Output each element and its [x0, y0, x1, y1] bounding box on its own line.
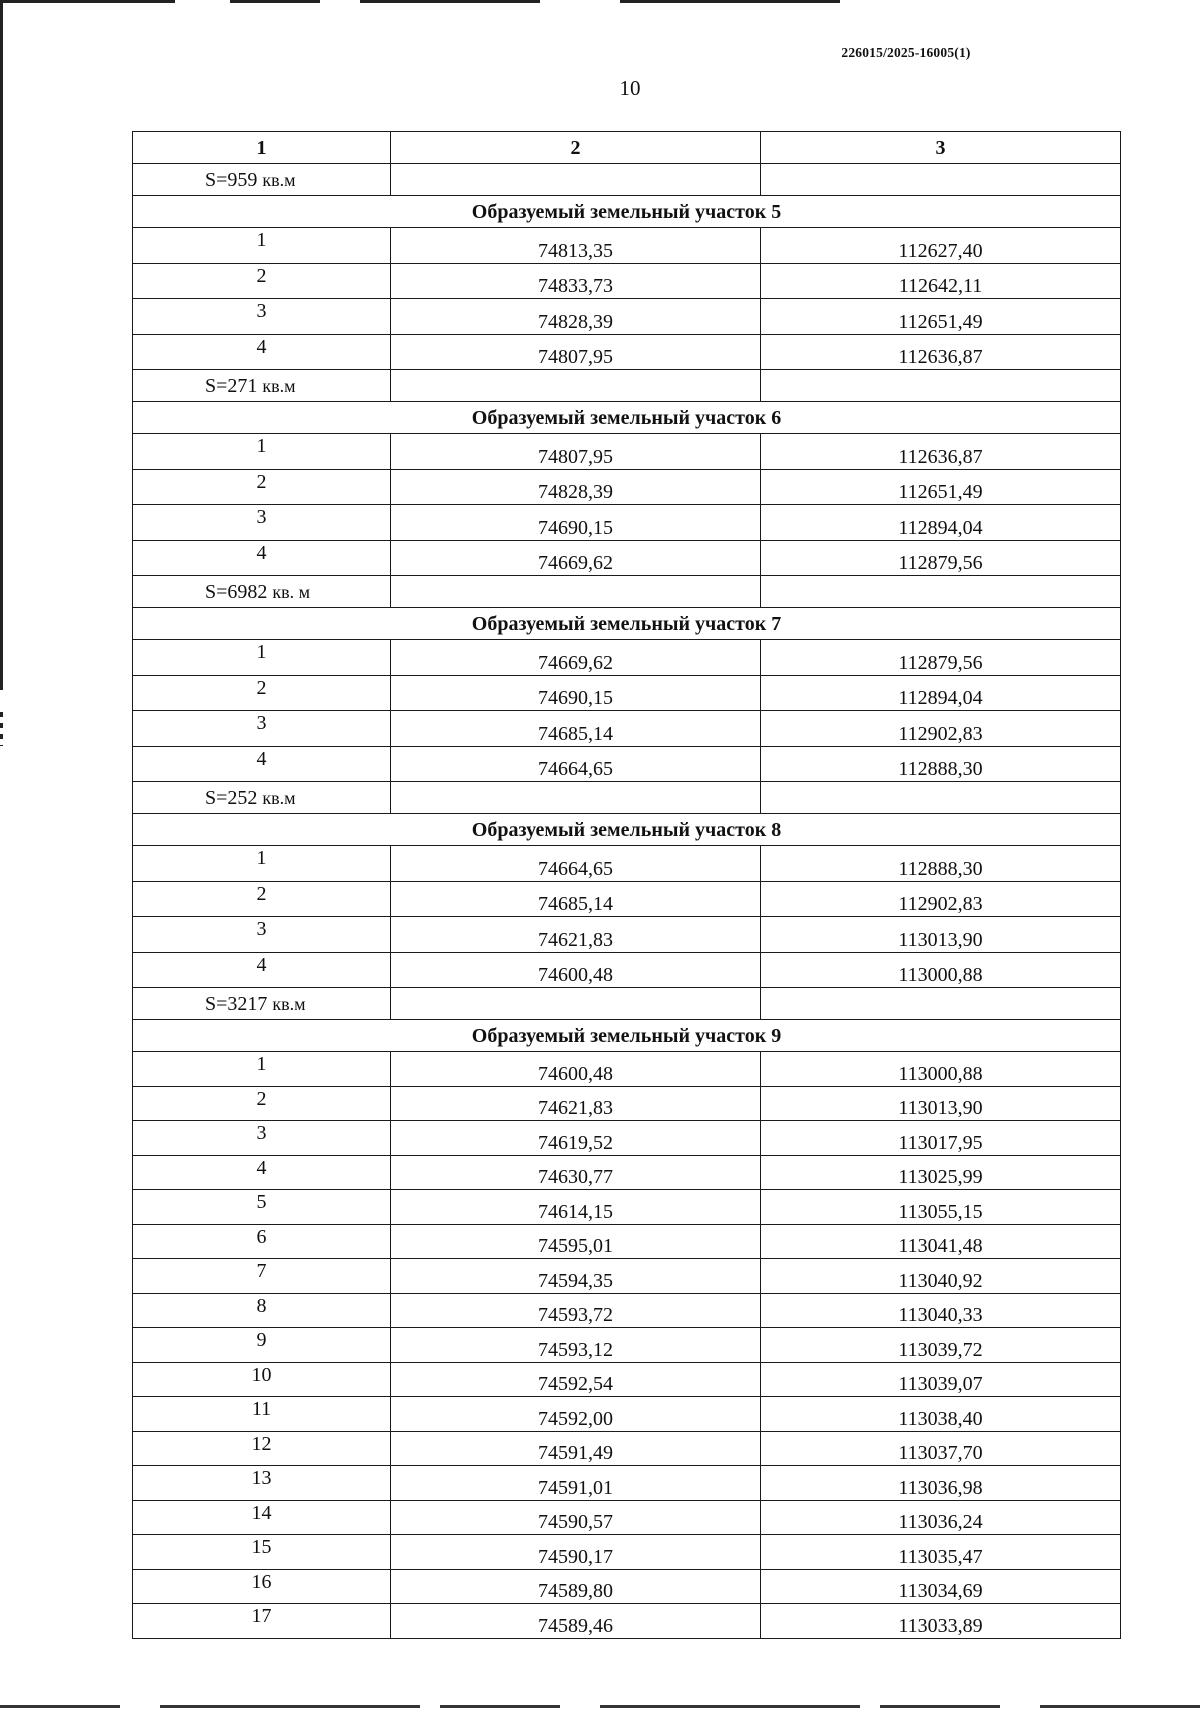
area-cell [133, 782, 391, 814]
point-number: 4 [133, 952, 391, 988]
point-number: 3 [133, 299, 391, 335]
empty-cell [391, 782, 761, 814]
empty-cell [391, 576, 761, 608]
section-header-row [133, 608, 1121, 640]
x-coordinate: 74807,95 [391, 334, 761, 370]
x-coordinate: 74619,52 [391, 1121, 761, 1156]
area-value: S=3217 [205, 992, 268, 1015]
point-number: 14 [133, 1500, 391, 1535]
x-coordinate: 74690,15 [391, 675, 761, 711]
area-row [133, 988, 1121, 1020]
table-row [133, 469, 1121, 505]
x-coordinate: 74669,62 [391, 540, 761, 576]
y-coordinate: 113039,07 [761, 1362, 1121, 1397]
table-row [133, 1569, 1121, 1604]
x-coordinate: 74590,17 [391, 1535, 761, 1570]
point-number: 11 [133, 1397, 391, 1432]
point-number: 2 [133, 881, 391, 917]
table-row [133, 1500, 1121, 1535]
table-row [133, 1121, 1121, 1156]
point-number: 1 [133, 228, 391, 264]
x-coordinate: 74664,65 [391, 746, 761, 782]
y-coordinate: 113055,15 [761, 1190, 1121, 1225]
x-coordinate: 74590,57 [391, 1500, 761, 1535]
point-number: 8 [133, 1293, 391, 1328]
x-coordinate: 74592,54 [391, 1362, 761, 1397]
x-coordinate: 74828,39 [391, 469, 761, 505]
point-number: 1 [133, 1052, 391, 1087]
y-coordinate: 112651,49 [761, 469, 1121, 505]
y-coordinate: 112894,04 [761, 675, 1121, 711]
table-row [133, 1086, 1121, 1121]
x-coordinate: 74685,14 [391, 711, 761, 747]
scan-edge-marks [0, 712, 3, 746]
y-coordinate: 113025,99 [761, 1155, 1121, 1190]
x-coordinate: 74591,49 [391, 1431, 761, 1466]
area-unit: кв.м [262, 787, 296, 808]
y-coordinate: 113013,90 [761, 1086, 1121, 1121]
section-title: Образуемый земельный участок 6 [133, 402, 1121, 434]
scan-edge-bottom [0, 1705, 1200, 1708]
point-number: 16 [133, 1569, 391, 1604]
section-header-row [133, 814, 1121, 846]
y-coordinate: 112642,11 [761, 263, 1121, 299]
empty-cell [391, 988, 761, 1020]
section-title: Образуемый земельный участок 7 [133, 608, 1121, 640]
x-coordinate: 74589,80 [391, 1569, 761, 1604]
x-coordinate: 74630,77 [391, 1155, 761, 1190]
table-row [133, 1328, 1121, 1363]
y-coordinate: 112636,87 [761, 434, 1121, 470]
area-cell [133, 988, 391, 1020]
empty-cell [761, 988, 1121, 1020]
column-header: 1 [133, 132, 391, 164]
y-coordinate: 113039,72 [761, 1328, 1121, 1363]
x-coordinate: 74664,65 [391, 846, 761, 882]
y-coordinate: 112879,56 [761, 640, 1121, 676]
table-row [133, 1431, 1121, 1466]
y-coordinate: 113041,48 [761, 1224, 1121, 1259]
table-row [133, 640, 1121, 676]
y-coordinate: 112879,56 [761, 540, 1121, 576]
x-coordinate: 74807,95 [391, 434, 761, 470]
area-value: S=252 [205, 786, 258, 809]
point-number: 4 [133, 540, 391, 576]
table-row [133, 540, 1121, 576]
area-cell [133, 370, 391, 402]
table-row [133, 1466, 1121, 1501]
table-row [133, 1362, 1121, 1397]
table-row [133, 846, 1121, 882]
point-number: 7 [133, 1259, 391, 1294]
y-coordinate: 112651,49 [761, 299, 1121, 335]
y-coordinate: 113034,69 [761, 1569, 1121, 1604]
y-coordinate: 113036,98 [761, 1466, 1121, 1501]
point-number: 3 [133, 505, 391, 541]
table-row [133, 1535, 1121, 1570]
table-row [133, 434, 1121, 470]
page-number: 10 [619, 76, 641, 100]
y-coordinate: 113013,90 [761, 917, 1121, 953]
point-number: 4 [133, 334, 391, 370]
table-row [133, 1190, 1121, 1225]
area-unit: кв. м [272, 581, 311, 602]
point-number: 1 [133, 640, 391, 676]
area-unit: кв.м [262, 375, 296, 396]
empty-cell [761, 576, 1121, 608]
x-coordinate: 74600,48 [391, 1052, 761, 1087]
x-coordinate: 74614,15 [391, 1190, 761, 1225]
section-header-row [133, 196, 1121, 228]
empty-cell [761, 164, 1121, 196]
y-coordinate: 112627,40 [761, 228, 1121, 264]
table-row [133, 711, 1121, 747]
area-value: S=271 [205, 374, 258, 397]
y-coordinate: 113000,88 [761, 952, 1121, 988]
table-row [133, 263, 1121, 299]
point-number: 4 [133, 1155, 391, 1190]
y-coordinate: 113038,40 [761, 1397, 1121, 1432]
section-title: Образуемый земельный участок 8 [133, 814, 1121, 846]
column-header: 2 [391, 132, 761, 164]
y-coordinate: 112894,04 [761, 505, 1121, 541]
x-coordinate: 74589,46 [391, 1604, 761, 1639]
point-number: 12 [133, 1431, 391, 1466]
area-value: S=959 [205, 168, 258, 191]
x-coordinate: 74828,39 [391, 299, 761, 335]
table-row [133, 299, 1121, 335]
point-number: 1 [133, 846, 391, 882]
y-coordinate: 112902,83 [761, 711, 1121, 747]
table-row [133, 952, 1121, 988]
y-coordinate: 113036,24 [761, 1500, 1121, 1535]
y-coordinate: 113000,88 [761, 1052, 1121, 1087]
table-row [133, 1604, 1121, 1639]
y-coordinate: 113037,70 [761, 1431, 1121, 1466]
empty-cell [391, 370, 761, 402]
table-row [133, 1397, 1121, 1432]
y-coordinate: 112902,83 [761, 881, 1121, 917]
x-coordinate: 74621,83 [391, 1086, 761, 1121]
x-coordinate: 74833,73 [391, 263, 761, 299]
x-coordinate: 74669,62 [391, 640, 761, 676]
table-row [133, 505, 1121, 541]
point-number: 5 [133, 1190, 391, 1225]
table-row [133, 1224, 1121, 1259]
y-coordinate: 113033,89 [761, 1604, 1121, 1639]
section-header-row [133, 402, 1121, 434]
x-coordinate: 74593,72 [391, 1293, 761, 1328]
y-coordinate: 113040,33 [761, 1293, 1121, 1328]
area-row [133, 370, 1121, 402]
y-coordinate: 113017,95 [761, 1121, 1121, 1156]
table-row [133, 881, 1121, 917]
point-number: 17 [133, 1604, 391, 1639]
area-unit: кв.м [272, 993, 306, 1014]
table-row [133, 1259, 1121, 1294]
x-coordinate: 74621,83 [391, 917, 761, 953]
area-cell [133, 164, 391, 196]
empty-cell [761, 782, 1121, 814]
coordinates-table [132, 131, 1121, 1639]
point-number: 3 [133, 917, 391, 953]
point-number: 3 [133, 711, 391, 747]
y-coordinate: 112888,30 [761, 746, 1121, 782]
table-row [133, 675, 1121, 711]
point-number: 4 [133, 746, 391, 782]
y-coordinate: 112636,87 [761, 334, 1121, 370]
empty-cell [761, 370, 1121, 402]
area-cell [133, 576, 391, 608]
area-unit: кв.м [262, 169, 296, 190]
point-number: 10 [133, 1362, 391, 1397]
x-coordinate: 74591,01 [391, 1466, 761, 1501]
area-row [133, 782, 1121, 814]
point-number: 15 [133, 1535, 391, 1570]
y-coordinate: 113035,47 [761, 1535, 1121, 1570]
area-row [133, 576, 1121, 608]
point-number: 3 [133, 1121, 391, 1156]
scan-edge-left [0, 0, 3, 690]
x-coordinate: 74690,15 [391, 505, 761, 541]
section-header-row [133, 1020, 1121, 1052]
x-coordinate: 74592,00 [391, 1397, 761, 1432]
table-row [133, 1293, 1121, 1328]
y-coordinate: 112888,30 [761, 846, 1121, 882]
x-coordinate: 74594,35 [391, 1259, 761, 1294]
point-number: 2 [133, 1086, 391, 1121]
x-coordinate: 74813,35 [391, 228, 761, 264]
point-number: 2 [133, 263, 391, 299]
point-number: 2 [133, 675, 391, 711]
point-number: 13 [133, 1466, 391, 1501]
point-number: 1 [133, 434, 391, 470]
x-coordinate: 74685,14 [391, 881, 761, 917]
section-title: Образуемый земельный участок 5 [133, 196, 1121, 228]
scan-edge-top [0, 0, 1200, 4]
area-row [133, 164, 1121, 196]
table-row [133, 334, 1121, 370]
table-row [133, 917, 1121, 953]
table-row [133, 228, 1121, 264]
y-coordinate: 113040,92 [761, 1259, 1121, 1294]
empty-cell [391, 164, 761, 196]
table-row [133, 1155, 1121, 1190]
area-value: S=6982 [205, 580, 268, 603]
x-coordinate: 74595,01 [391, 1224, 761, 1259]
column-header: 3 [761, 132, 1121, 164]
point-number: 2 [133, 469, 391, 505]
x-coordinate: 74593,12 [391, 1328, 761, 1363]
x-coordinate: 74600,48 [391, 952, 761, 988]
table-header-row [133, 132, 1121, 164]
table-row [133, 1052, 1121, 1087]
table-row [133, 746, 1121, 782]
point-number: 6 [133, 1224, 391, 1259]
document-id: 226015/2025-16005(1) [841, 45, 971, 60]
point-number: 9 [133, 1328, 391, 1363]
section-title: Образуемый земельный участок 9 [133, 1020, 1121, 1052]
